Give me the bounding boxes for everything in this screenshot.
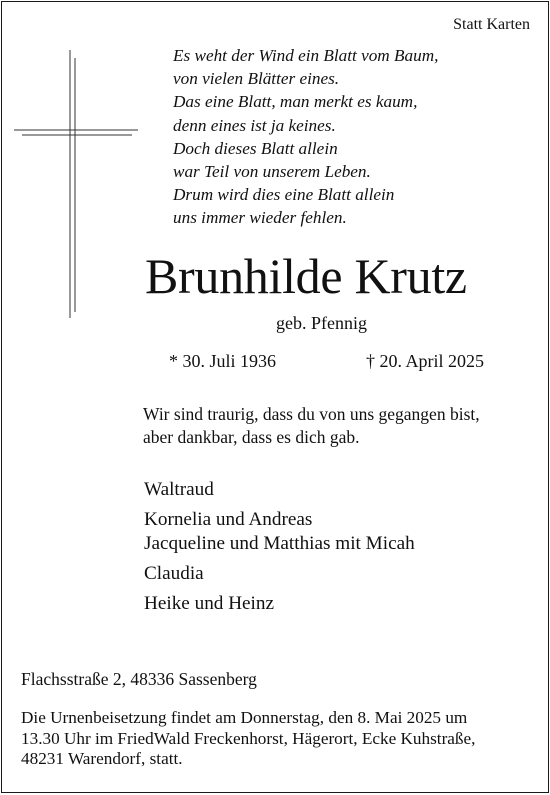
mourner-group	[144, 592, 415, 616]
poem	[173, 44, 438, 230]
poem-line: Doch dieses Blatt allein	[173, 138, 338, 158]
statt-karten-label: Statt Karten	[453, 16, 530, 33]
poem-line: Drum wird dies eine Blatt allein	[173, 185, 395, 205]
motto	[143, 403, 480, 448]
mourner-name: Waltraud	[144, 479, 214, 500]
birth-name: geb. Pfennig	[276, 313, 367, 333]
poem-line: uns immer wieder fehlen.	[173, 208, 347, 228]
mourner-name: Jacqueline und Matthias mit Micah	[144, 533, 415, 554]
funeral-line: 13.30 Uhr im FriedWald Freckenhorst, Hägerort, Ecke Kuhstraße,	[21, 728, 476, 748]
poem-line: denn eines ist ja keines.	[173, 115, 336, 135]
obituary-notice	[1, 1, 549, 793]
mourner-name: Claudia	[144, 563, 204, 584]
mourners-list	[144, 478, 415, 622]
poem-line: Es weht der Wind ein Blatt vom Baum,	[173, 46, 439, 65]
birth-date: * 30. Juli 1936	[169, 351, 277, 371]
mourner-name: Heike und Heinz	[144, 593, 275, 614]
funeral-info	[21, 708, 475, 770]
deceased-name: Brunhilde Krutz	[145, 248, 467, 304]
death-date: † 20. April 2025	[366, 351, 485, 371]
poem-line: Das eine Blatt, man merkt es kaum,	[173, 92, 418, 112]
mourner-group	[144, 508, 415, 556]
motto-line: aber dankbar, dass es dich gab.	[143, 426, 360, 447]
motto-line: Wir sind traurig, dass du von uns gegangen bist,	[143, 404, 480, 424]
funeral-line: Die Urnenbeisetzung findet am Donnerstag, den 8. Mai 2025 um	[21, 708, 468, 727]
poem-line: war Teil von unserem Leben.	[173, 162, 371, 182]
funeral-line: 48231 Warendorf, statt.	[21, 749, 183, 768]
address: Flachsstraße 2, 48336 Sassenberg	[21, 669, 257, 689]
mourner-name: Kornelia und Andreas	[144, 509, 313, 530]
mourner-group	[144, 562, 415, 586]
poem-line: von vielen Blätter eines.	[173, 69, 340, 89]
mourner-group	[144, 478, 415, 502]
cross-icon	[14, 50, 138, 318]
